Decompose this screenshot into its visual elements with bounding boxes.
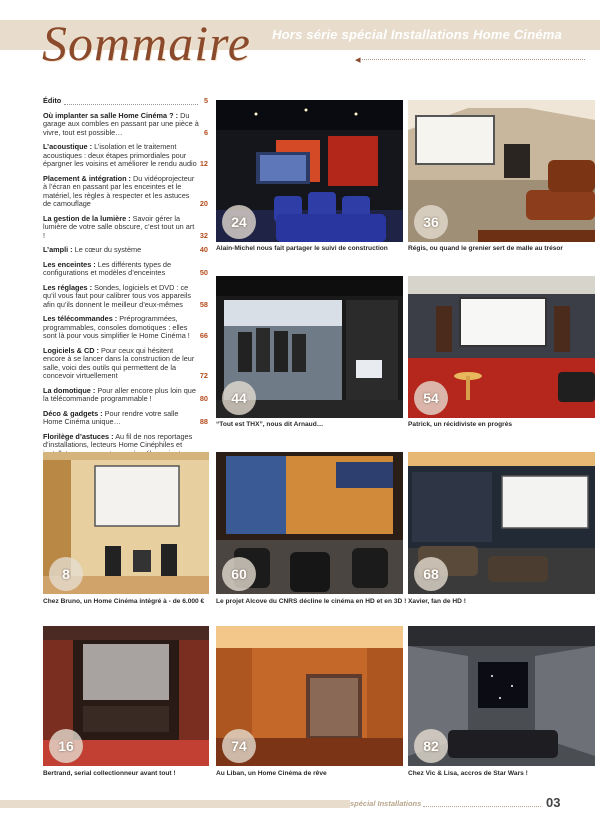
page-number-badge: 24 (222, 205, 256, 239)
header-divider (360, 59, 585, 60)
photo-home-cinema-8[interactable] (43, 452, 209, 594)
photo-caption: Chez Bruno, un Home Cinéma intégré à - de 6.000 € (43, 598, 205, 605)
toc-entry-title: L’acoustique : (43, 142, 93, 151)
toc-entry-title: Logiciels & CD : (43, 345, 99, 355)
page-number-badge: 68 (414, 557, 448, 591)
toc-entry-title: Édito (43, 96, 62, 105)
toc-entry-title: L’ampli : (43, 245, 73, 254)
toc-leader-dots (64, 98, 198, 105)
photo-caption: Régis, ou quand le grenier sert de malle au trésor (408, 245, 563, 252)
toc-entry-page: 58 (199, 299, 208, 309)
toc-entry-page: 32 (199, 230, 208, 240)
arrow-left-icon: ◂ (355, 54, 361, 66)
toc-entry-title: Placement & intégration : (43, 173, 131, 183)
page-number-badge: 82 (414, 729, 448, 763)
page-number: 03 (546, 795, 561, 810)
photo-caption: Le projet Alcove du CNRS décline le cinéma en HD et en 3D ! (216, 598, 407, 605)
photo-home-cinema-24[interactable] (216, 100, 403, 242)
page-number-badge: 54 (414, 381, 448, 415)
toc-entry-desc: Pour aller encore plus loin que la télécommande programmable ! (43, 385, 196, 403)
page-number-badge: 44 (222, 381, 256, 415)
photo-home-cinema-44[interactable] (216, 276, 403, 418)
toc-entry[interactable] (43, 315, 208, 341)
photo-caption: Patrick, un récidiviste en progrès (408, 421, 513, 428)
toc-entry-title: Où implanter sa salle Home Cinéma ? : (43, 110, 179, 120)
toc-entry-page: 5 (203, 96, 208, 105)
photo-home-cinema-16[interactable] (43, 626, 209, 766)
toc-entry-desc: Au fil de nos reportages d’installations, lecteurs Home Cinéphiles et (43, 431, 193, 449)
toc-entry-page: 40 (199, 245, 208, 254)
page-number-badge: 16 (49, 729, 83, 763)
toc-entry[interactable] (43, 215, 208, 241)
header-subtitle: Hors série spécial Installations Home Cinéma (272, 27, 562, 42)
toc-entry-page: 88 (199, 417, 208, 426)
toc-entry-title: Les réglages : (43, 282, 93, 292)
photo-caption: “Tout est THX”, nous dit Arnaud… (216, 421, 324, 428)
toc-entry-desc: Préprogrammées, programmables, consoles domotiques : elles sont là pour vous simplifier le Home Cinéma ! (43, 314, 190, 340)
toc-entry[interactable] (43, 143, 208, 169)
toc-entry-desc: Le cœur du système (74, 245, 142, 254)
toc-entry-desc: L’isolation et le traitement acoustiques : deux étapes primordiales pour épargner les voisins et améliorer le rendu audio (43, 142, 197, 168)
toc-entry-desc: Pour ceux qui hésitent encore à se lancer dans la construction de leur salle, voici des outils qui permettent de la concevoir virtuellement (43, 345, 195, 380)
photo-home-cinema-54[interactable] (408, 276, 595, 418)
page-number-badge: 36 (414, 205, 448, 239)
footer-label: spécial Installations (350, 799, 422, 808)
toc-entry[interactable] (43, 410, 208, 427)
page-number-badge: 8 (49, 557, 83, 591)
toc-entry-page: 12 (199, 159, 208, 168)
toc-entry-desc: Du vidéoprojecteur à l’écran en passant par les enceintes et le matériel, les règles à respecter et les astuces de camouflage (43, 173, 195, 208)
page-number-badge: 74 (222, 729, 256, 763)
toc-entry[interactable] (43, 246, 208, 255)
toc-entry-title: Déco & gadgets : (43, 408, 103, 418)
toc-entry-desc: Savoir gérer la lumière de votre salle obscure, c’est tout un art ! (43, 213, 195, 240)
toc-entry-title: Les télécommandes : (43, 314, 118, 323)
photo-caption: Xavier, fan de HD ! (408, 598, 466, 605)
toc-entry-page: 66 (199, 331, 208, 340)
toc-entry-page: 50 (199, 268, 208, 277)
page-number-badge: 60 (222, 557, 256, 591)
toc-entry[interactable] (43, 261, 208, 278)
toc-entry-title: Les enceintes : (43, 259, 96, 269)
header (0, 0, 600, 70)
toc-entry-title: La gestion de la lumière : (43, 213, 131, 223)
photo-home-cinema-82[interactable] (408, 626, 595, 766)
photo-home-cinema-60[interactable] (216, 452, 403, 594)
footer-leader-dots (423, 806, 541, 807)
toc-entry[interactable] (43, 347, 208, 381)
photo-caption: Alain-Michel nous fait partager le suivi de construction (216, 245, 388, 252)
page-title: Sommaire (42, 15, 251, 70)
toc-entry[interactable] (43, 112, 208, 138)
photo-home-cinema-74[interactable] (216, 626, 403, 766)
photo-caption: Au Liban, un Home Cinéma de rêve (216, 770, 327, 777)
toc-entry-page: 6 (203, 127, 208, 137)
toc-entry[interactable] (43, 175, 208, 209)
photo-caption: Chez Vic & Lisa, accros de Star Wars ! (408, 770, 528, 777)
photo-home-cinema-68[interactable] (408, 452, 595, 594)
toc-entry-desc: Pour rendre votre salle Home Cinéma unique… (43, 408, 179, 426)
toc-entry-desc: Les différents types de configurations et modèles d’enceintes (43, 259, 172, 277)
toc-entry-title: Florilège d’astuces : (43, 431, 114, 441)
footer-band (0, 800, 350, 808)
photo-home-cinema-36[interactable] (408, 100, 595, 242)
toc-entry-title: La domotique : (43, 385, 96, 395)
photo-caption: Bertrand, serial collectionneur avant tout ! (43, 770, 176, 777)
toc-entry-page: 72 (199, 371, 208, 380)
toc-entry-desc: Sondes, logiciels et DVD : ce qu’il vous faut pour calibrer tous vos appareils afin qu’ils donnent le meilleur d’eux-mêmes (43, 282, 192, 309)
toc-entry-page: 80 (199, 394, 208, 403)
toc-entry-page: 20 (199, 199, 208, 208)
toc-entry-desc: Du garage aux combles en passant par une pièce à vivre, tout est possible… (43, 110, 199, 137)
toc-entry[interactable] (43, 97, 208, 106)
toc-entry[interactable] (43, 284, 208, 310)
toc-entry[interactable] (43, 387, 208, 404)
